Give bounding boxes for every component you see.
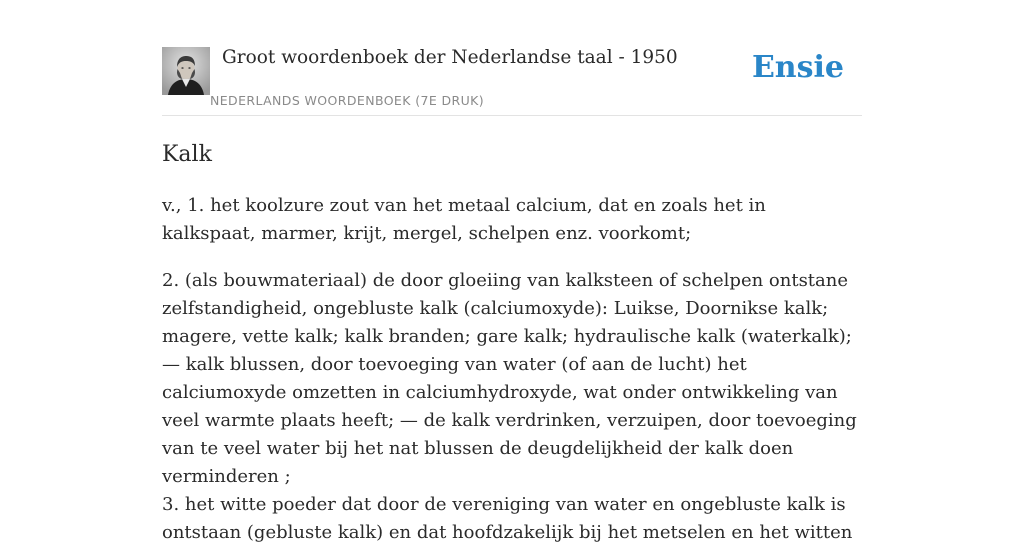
dictionary-author-avatar[interactable]: [162, 47, 210, 95]
definition-paragraph-3: 3. het witte poeder dat door de vereniging van water en ongebluste kalk is ontstaan (gebluste kalk) en dat hoofdzakelijk bij het metselen en het witten: [162, 494, 853, 543]
definition-paragraph-2: 2. (als bouwmateriaal) de door gloeiing van kalksteen of schelpen ontstane zelfstandigheid, ongebluste kalk (calciumoxyde): Luikse, Doornikse kalk; magere, vette kalk; kalk branden; gare kalk; hydraulische kalk (waterkalk); — kalk blussen, door toevoeging van water (of aan de lucht) het calciumoxyde omzetten in calciumhydroxyde, wat onder ontwikkeling van veel warmte plaats heeft; — de kalk verdrinken, verzuipen, door toevoeging van te veel water bij het nat blussen de deugdelijkheid der kalk doen verminderen ;: [162, 270, 857, 487]
ensie-logo[interactable]: Ensie: [751, 50, 844, 85]
dictionary-header: [162, 0, 862, 116]
entry-headword: Kalk: [162, 142, 212, 167]
portrait-photo-icon: [162, 47, 210, 95]
definition-paragraph-1: v., 1. het koolzure zout van het metaal calcium, dat en zoals het in kalkspaat, marmer, krijt, mergel, schelpen enz. voorkomt;: [162, 195, 766, 244]
dictionary-subtitle[interactable]: NEDERLANDS WOORDENBOEK (7E DRUK): [210, 93, 485, 108]
page-container: [162, 0, 862, 547]
dictionary-title[interactable]: Groot woordenboek der Nederlandse taal - 1950: [222, 47, 678, 68]
entry-definition: [162, 192, 862, 547]
